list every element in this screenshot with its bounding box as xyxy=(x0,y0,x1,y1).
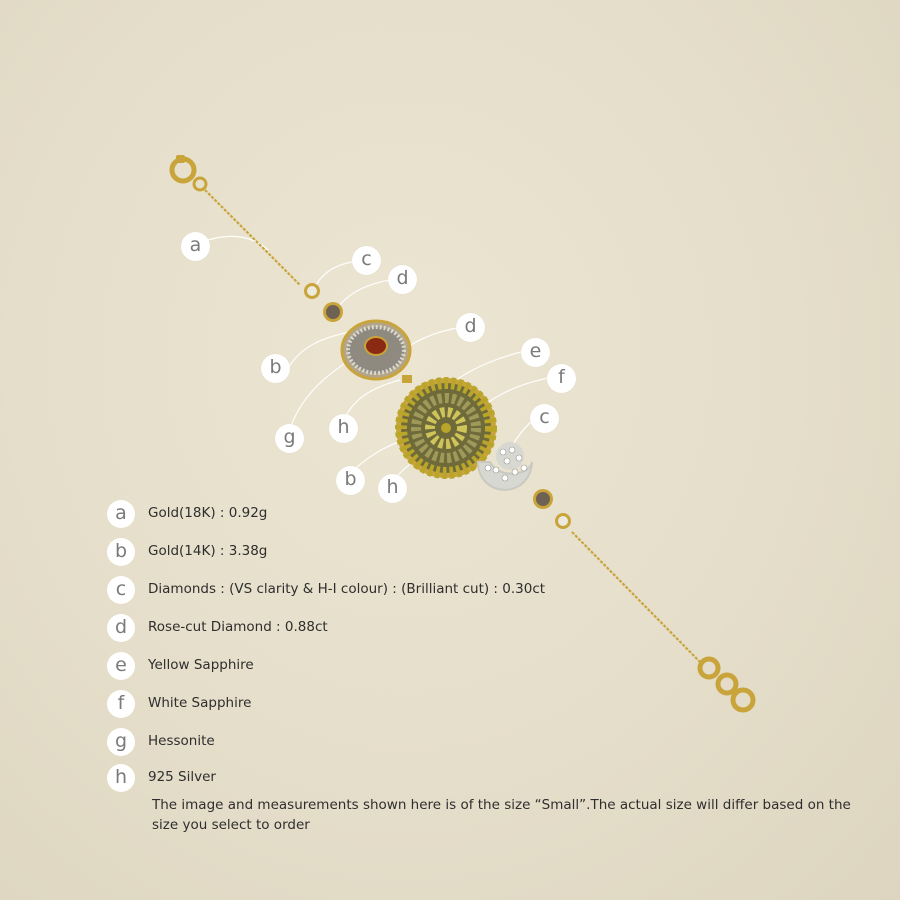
legend-label: White Sapphire xyxy=(148,695,252,711)
callout-b: b xyxy=(261,354,290,383)
callout-c: c xyxy=(530,404,559,433)
callout-a: a xyxy=(181,232,210,261)
legend-label: Gold(18K) : 0.92g xyxy=(148,505,268,521)
legend-label: Diamonds : (VS clarity & H-I colour) : (Brilliant cut) : 0.30ct xyxy=(148,581,546,597)
legend-badge: a xyxy=(107,500,135,528)
legend-badge: b xyxy=(107,538,135,566)
legend-badge: d xyxy=(107,614,135,642)
legend-badge: h xyxy=(107,764,135,792)
callout-c: c xyxy=(352,246,381,275)
leader-c-top xyxy=(314,262,352,290)
callout-h: h xyxy=(378,474,407,503)
callout-d: d xyxy=(388,265,417,294)
legend-badge: e xyxy=(107,652,135,680)
callout-h: h xyxy=(329,414,358,443)
legend-badge: f xyxy=(107,690,135,718)
leader-a xyxy=(208,236,268,250)
bottom-chain xyxy=(572,532,700,662)
bottom-diamond-link xyxy=(555,513,571,529)
bottom-rosecut-link xyxy=(533,489,553,509)
leader-d-top xyxy=(336,280,390,310)
callout-e: e xyxy=(521,338,550,367)
callout-f: f xyxy=(547,364,576,393)
end-rings xyxy=(700,659,753,710)
legend-badge: c xyxy=(107,576,135,604)
legend-label: Yellow Sapphire xyxy=(148,657,254,673)
link-1 xyxy=(402,375,412,383)
callout-d: d xyxy=(456,313,485,342)
oval-hessonite-element xyxy=(342,321,410,379)
size-disclaimer: The image and measurements shown here is of the size “Small”.The actual size will differ based on the size you select to order xyxy=(152,797,851,833)
legend-label: Hessonite xyxy=(148,733,215,749)
legend-label: Rose-cut Diamond : 0.88ct xyxy=(148,619,328,635)
top-clasp xyxy=(172,155,206,190)
top-diamond-link xyxy=(304,283,320,299)
callout-b: b xyxy=(336,466,365,495)
callout-g: g xyxy=(275,424,304,453)
top-rosecut-link xyxy=(323,302,343,322)
legend-badge: g xyxy=(107,728,135,756)
legend-label: 925 Silver xyxy=(148,769,216,785)
legend-label: Gold(14K) : 3.38g xyxy=(148,543,268,559)
